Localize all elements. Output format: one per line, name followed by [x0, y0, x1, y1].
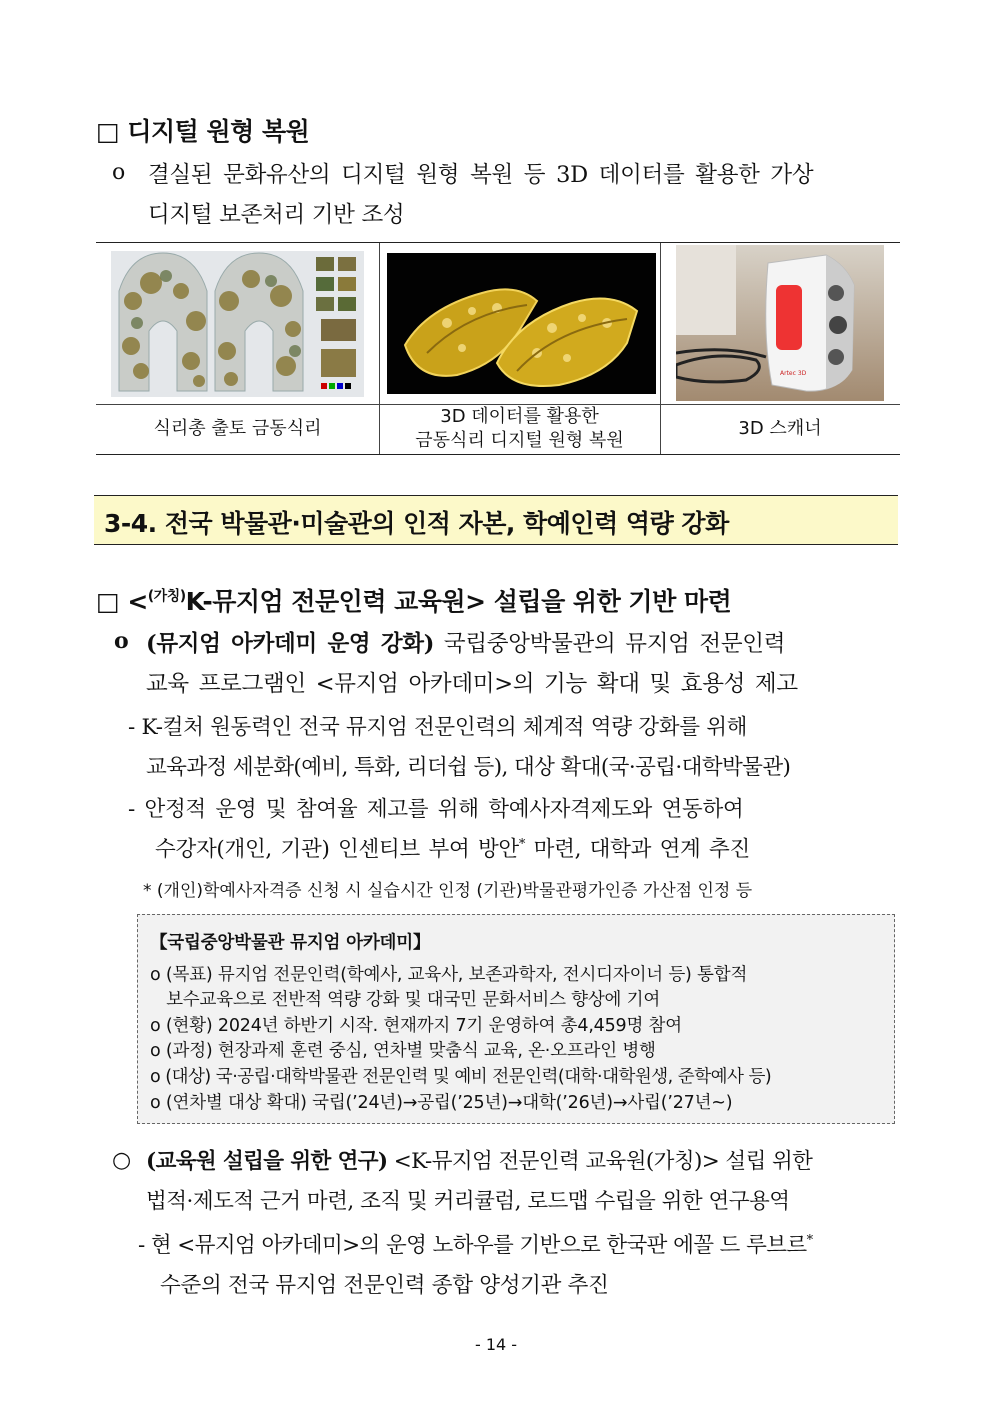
- dash-line: 수준의 전국 뮤지엄 전문인력 종합 양성기관 추진: [160, 1273, 609, 1298]
- body-line: 법적·제도적 근거 마련, 조직 및 커리큘럼, 로드맵 수립을 위한 연구용역: [146, 1189, 790, 1214]
- bold-lead: (교육원 설립을 위한 연구): [146, 1149, 388, 1174]
- box-line: o (목표) 뮤지엄 전문인력(학예사, 교육사, 보존과학자, 전시디자이너 등) 통합적: [150, 965, 748, 985]
- body-line: 결실된 문화유산의 디지털 원형 복원 등 3D 데이터를 활용한 가상: [148, 162, 814, 188]
- box-line: o (과정) 현장과제 훈련 중심, 연차별 맞춤식 교육, 온·오프라인 병행: [150, 1041, 656, 1061]
- body-line: 교육 프로그램인 <뮤지엄 아카데미>의 기능 확대 및 효용성 제고: [146, 671, 798, 697]
- scanner-photo: [676, 245, 884, 401]
- caption-text: 3D 데이터를 활용한: [440, 406, 599, 427]
- dash-line: - K-컬처 원동력인 전국 뮤지엄 전문인력의 체계적 역량 강화를 위해: [128, 715, 748, 740]
- box-line: o (대상) 국·공립·대학박물관 전문인력 및 예비 전문인력(대학·대학원생, 준학예사 등): [150, 1067, 772, 1087]
- caption-cell: [660, 405, 900, 453]
- page-number: - 14 -: [474, 1335, 518, 1354]
- heading-text: K-뮤지엄 전문인력 교육원> 설립을 위한 기반 마련: [185, 587, 732, 616]
- dash-line: - 안정적 운영 및 참여율 제고를 위해 학예사자격제도와 연동하여: [128, 797, 744, 822]
- section-title: 3-4. 전국 박물관·미술관의 인적 자본, 학예인력 역량 강화: [104, 509, 729, 538]
- caption-text: 3D 스캐너: [738, 418, 822, 439]
- render-3d-photo: [387, 253, 656, 394]
- line-rest: <K-뮤지엄 전문인력 교육원(가칭)> 설립 위한: [387, 1149, 813, 1174]
- section-heading: □ 디지털 원형 복원: [96, 117, 310, 146]
- box-line: o (현황) 2024년 하반기 시작. 현재까지 7기 운영하여 총4,459명 참여: [150, 1016, 682, 1036]
- body-line: 디지털 보존처리 기반 조성: [148, 202, 405, 228]
- photo-table: [96, 242, 900, 455]
- scanner-brand-text: Artec 3D: [780, 370, 807, 377]
- footnote-mark: *: [518, 836, 526, 852]
- dash-line: [155, 832, 750, 863]
- subsection-heading: [96, 582, 731, 618]
- caption-cell: [96, 405, 379, 453]
- line-part: 마련, 대학과 연계 추진: [525, 837, 750, 862]
- bullet-symbol: o: [114, 628, 129, 654]
- line-part: - 현 <뮤지엄 아카데미>의 운영 노하우를 기반으로 한국판 에꼴 드 루브르: [138, 1233, 807, 1258]
- heading-prefix: □ <: [96, 587, 148, 616]
- box-title: 【국립중앙박물관 뮤지엄 아카데미】: [150, 933, 431, 953]
- bullet-symbol: o: [112, 160, 126, 185]
- box-line: 보수교육으로 전반적 역량 강화 및 대국민 문화서비스 향상에 기여: [150, 990, 661, 1010]
- caption-text: 금동식리 디지털 원형 복원: [415, 430, 624, 451]
- heading-superscript: (가칭): [147, 588, 186, 605]
- bold-lead: (뮤지엄 아카데미 운영 강화): [146, 631, 435, 657]
- caption-text: 식리총 출토 금동식리: [153, 418, 322, 439]
- body-line: [146, 626, 785, 658]
- section-title-bar: [94, 495, 898, 545]
- artifact-photo: [111, 251, 364, 397]
- box-line: o (연차별 대상 확대) 국립(’24년)→공립(’25년)→대학(’26년)→사립(’27년~): [150, 1093, 733, 1113]
- footnote: * (개인)학예사자격증 신청 시 실습시간 인정 (기관)박물관평가인증 가산점 인정 등: [143, 881, 753, 901]
- caption-cell: [379, 405, 660, 453]
- footnote-mark: *: [806, 1232, 813, 1248]
- body-line: [146, 1144, 812, 1175]
- line-rest: 국립중앙박물관의 뮤지엄 전문인력: [434, 631, 786, 657]
- dash-line: [138, 1228, 812, 1259]
- academy-info-box: [137, 914, 895, 1124]
- dash-line: 교육과정 세분화(예비, 특화, 리더쉽 등), 대상 확대(국·공립·대학박물관): [146, 755, 791, 780]
- bullet-symbol: ○: [112, 1148, 132, 1173]
- line-part: 수강자(개인, 기관) 인센티브 부여 방안: [155, 837, 519, 862]
